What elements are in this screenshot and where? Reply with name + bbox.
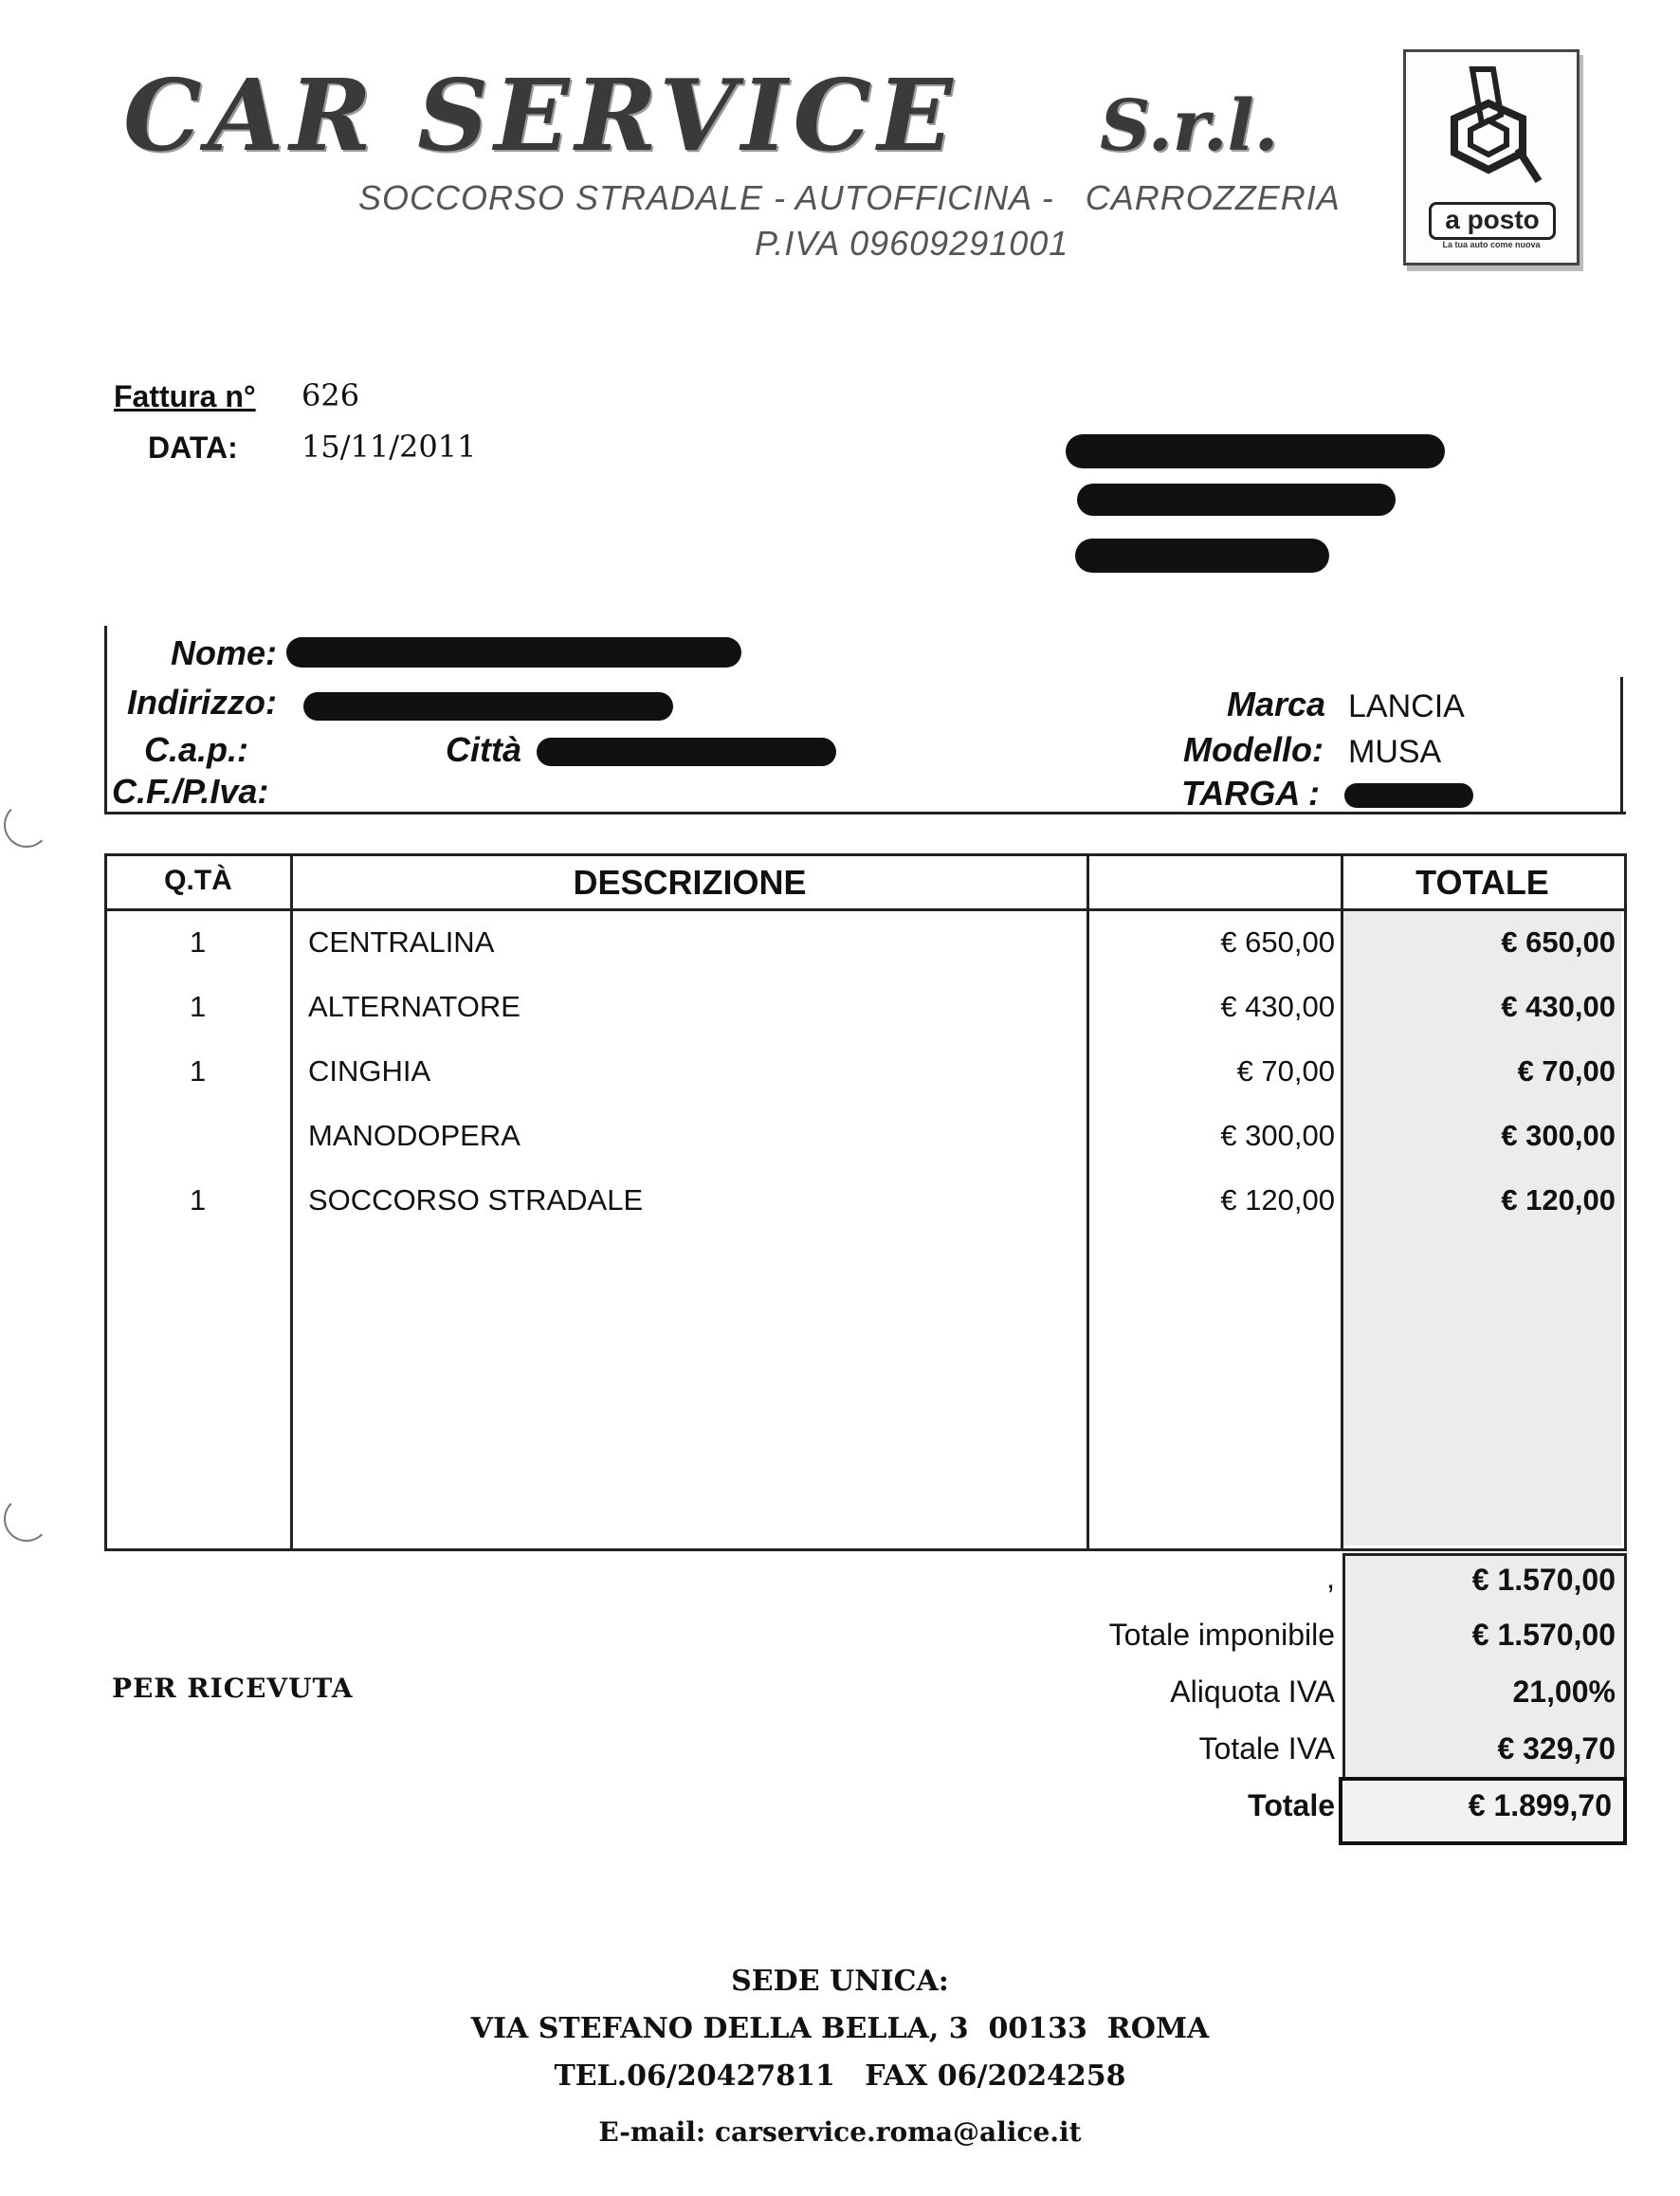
invoice-date: 15/11/2011 bbox=[301, 429, 477, 465]
table-row-price: € 650,00 bbox=[1220, 925, 1335, 959]
table-col-divider-3 bbox=[1341, 853, 1343, 1551]
table-row-total: € 120,00 bbox=[1501, 1183, 1616, 1217]
header-total: TOTALE bbox=[1415, 863, 1549, 902]
grand-total-value: € 1.899,70 bbox=[1468, 1788, 1612, 1822]
modello-label: Modello: bbox=[1183, 730, 1324, 769]
nome-label: Nome: bbox=[171, 633, 278, 672]
footer-phone: TEL.06/20427811 FAX 06/2024258 bbox=[554, 2059, 1126, 2093]
iva-value: € 329,70 bbox=[1497, 1731, 1616, 1766]
company-brand: CAR SERVICE bbox=[123, 57, 959, 174]
customer-box-right-border bbox=[1620, 677, 1623, 814]
cap-label: C.a.p.: bbox=[144, 730, 249, 769]
table-row-qty: 1 bbox=[190, 925, 207, 959]
footer-address: VIA STEFANO DELLA BELLA, 3 00133 ROMA bbox=[470, 2012, 1210, 2045]
marca-label: Marca bbox=[1227, 685, 1326, 723]
imponibile-value: € 1.570,00 bbox=[1471, 1618, 1616, 1652]
totals-top-border bbox=[1342, 1553, 1624, 1556]
company-subtitle: SOCCORSO STRADALE - AUTOFFICINA - CARROZZERIA bbox=[358, 178, 1341, 217]
per-ricevuta: PER RICEVUTA bbox=[112, 1673, 354, 1704]
redacted-nome bbox=[286, 637, 741, 668]
table-row-description: CENTRALINA bbox=[308, 925, 495, 959]
aliquota-label: Aliquota IVA bbox=[1170, 1674, 1335, 1709]
iva-label: Totale IVA bbox=[1198, 1731, 1335, 1766]
logo-tagline: La tua auto come nuova bbox=[1442, 240, 1541, 249]
redacted-recipient-line-1 bbox=[1066, 434, 1445, 468]
grand-total-label: Totale bbox=[1248, 1788, 1335, 1822]
table-row-description: ALTERNATORE bbox=[308, 990, 520, 1023]
cf-piva-label: C.F./P.Iva: bbox=[112, 772, 269, 811]
table-row-description: MANODOPERA bbox=[308, 1119, 520, 1152]
header-qty: Q.TÀ bbox=[164, 865, 232, 896]
table-header-divider bbox=[104, 908, 1627, 911]
table-col-divider-1 bbox=[290, 853, 293, 1551]
redacted-recipient-line-3 bbox=[1075, 539, 1329, 573]
table-row-price: € 300,00 bbox=[1220, 1119, 1335, 1152]
invoice-date-label: DATA: bbox=[148, 430, 238, 465]
redacted-indirizzo bbox=[303, 692, 673, 721]
table-col-divider-2 bbox=[1087, 853, 1089, 1551]
company-logo bbox=[1403, 49, 1580, 265]
table-row-qty: 1 bbox=[190, 1183, 207, 1217]
subtotal-mark: , bbox=[1326, 1561, 1335, 1595]
table-row-total: € 70,00 bbox=[1517, 1054, 1616, 1088]
modello-value: MUSA bbox=[1348, 734, 1442, 770]
table-row-description: CINGHIA bbox=[308, 1054, 431, 1088]
table-row-total: € 430,00 bbox=[1501, 990, 1616, 1023]
logo-badge: a posto bbox=[1429, 202, 1556, 240]
table-row-price: € 70,00 bbox=[1236, 1054, 1335, 1088]
redacted-recipient-line-2 bbox=[1077, 484, 1396, 516]
marca-value: LANCIA bbox=[1348, 688, 1465, 724]
citta-label: Città bbox=[446, 730, 521, 769]
table-row-qty: 1 bbox=[190, 990, 207, 1023]
table-row-total: € 650,00 bbox=[1501, 925, 1616, 959]
aliquota-value: 21,00% bbox=[1512, 1674, 1616, 1709]
footer-email: E-mail: carservice.roma@alice.it bbox=[598, 2116, 1082, 2148]
punch-hole-top bbox=[4, 802, 49, 848]
company-brand-suffix: S.r.l. bbox=[1100, 85, 1279, 167]
table-row-description: SOCCORSO STRADALE bbox=[308, 1183, 644, 1217]
redacted-citta bbox=[537, 738, 836, 766]
targa-label: TARGA : bbox=[1181, 774, 1320, 813]
indirizzo-label: Indirizzo: bbox=[127, 683, 277, 722]
header-description: DESCRIZIONE bbox=[573, 863, 807, 902]
hexagon-logo-icon bbox=[1406, 58, 1571, 200]
invoice-number-label: Fattura n° bbox=[114, 379, 256, 413]
subtotal-value: € 1.570,00 bbox=[1471, 1563, 1616, 1597]
table-row-total: € 300,00 bbox=[1501, 1119, 1616, 1152]
imponibile-label: Totale imponibile bbox=[1108, 1618, 1335, 1652]
table-row-price: € 430,00 bbox=[1220, 990, 1335, 1023]
table-row-price: € 120,00 bbox=[1220, 1183, 1335, 1217]
redacted-targa bbox=[1344, 783, 1473, 808]
punch-hole-bottom bbox=[4, 1496, 49, 1542]
company-piva: P.IVA 09609291001 bbox=[755, 224, 1069, 263]
footer-sede: SEDE UNICA: bbox=[731, 1965, 949, 1998]
table-row-qty: 1 bbox=[190, 1054, 207, 1088]
invoice-number: 626 bbox=[301, 377, 360, 413]
